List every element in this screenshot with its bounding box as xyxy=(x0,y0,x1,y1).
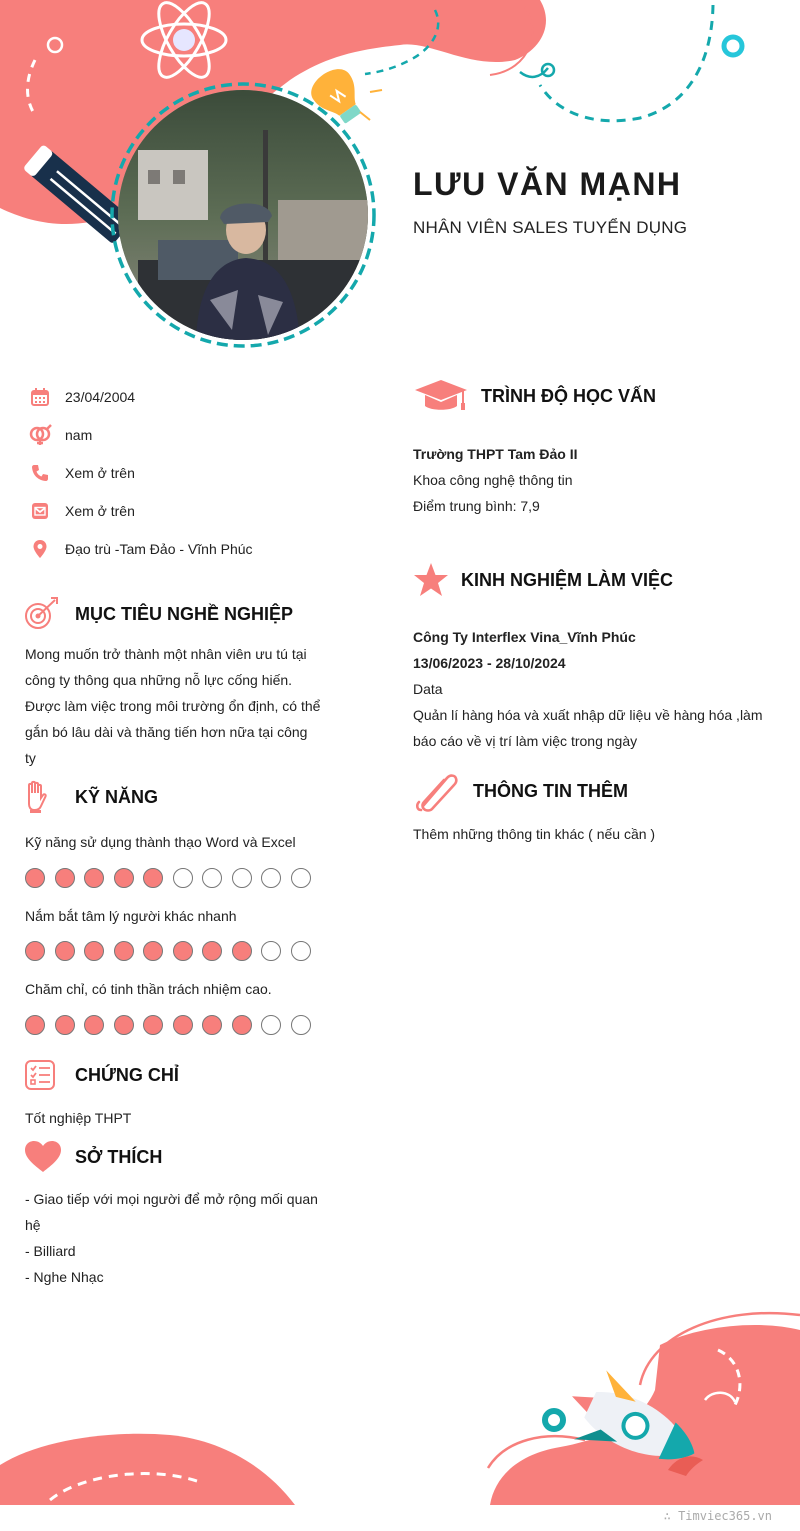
rating-dot-filled xyxy=(25,941,45,961)
section-title: KINH NGHIỆM LÀM VIỆC xyxy=(461,569,674,590)
footer-decoration xyxy=(0,1290,800,1531)
rating-dot-filled xyxy=(25,868,45,888)
rating-dot-filled xyxy=(202,1015,222,1035)
company-name: Công Ty Interflex Vina_Vĩnh Phúc xyxy=(413,629,636,645)
rating-dot-empty xyxy=(291,941,311,961)
gender-icon xyxy=(28,423,52,447)
section-title: THÔNG TIN THÊM xyxy=(473,780,628,801)
email-icon xyxy=(28,499,52,523)
skill-rating xyxy=(25,941,320,961)
school-name: Trường THPT Tam Đảo II xyxy=(413,446,578,462)
hobbies-text xyxy=(25,1186,325,1290)
hobby-line: - Nghe Nhạc xyxy=(25,1269,104,1285)
rating-dot-filled xyxy=(55,868,75,888)
location-icon xyxy=(28,537,52,561)
watermark: ∴ Timviec365.vn xyxy=(663,1509,772,1523)
phone-icon xyxy=(28,461,52,485)
heart-icon xyxy=(24,1140,62,1174)
objective-line: gắn bó lâu dài và thăng tiến hơn nữa tại công xyxy=(25,724,308,740)
section-title: SỞ THÍCH xyxy=(75,1146,163,1167)
hobby-line: hệ xyxy=(25,1217,41,1233)
position: Data xyxy=(413,681,443,697)
rating-dot-empty xyxy=(261,1015,281,1035)
major: Khoa công nghệ thông tin xyxy=(413,472,573,488)
rating-dot-empty xyxy=(291,868,311,888)
rating-dot-filled xyxy=(232,941,252,961)
objective-heading xyxy=(24,596,293,632)
rating-dot-filled xyxy=(114,941,134,961)
rating-dot-filled xyxy=(143,868,163,888)
avatar-photo xyxy=(118,90,368,340)
rating-dot-filled xyxy=(173,941,193,961)
hobbies-heading xyxy=(24,1140,162,1174)
rating-dot-empty xyxy=(232,868,252,888)
certificate-text: Tốt nghiệp THPT xyxy=(25,1110,132,1126)
section-title: KỸ NĂNG xyxy=(75,786,159,807)
contact-email xyxy=(28,498,368,524)
star-icon xyxy=(413,562,449,598)
skill-rating xyxy=(25,1015,320,1035)
experience-desc-line: báo cáo về vị trí làm việc trong ngày xyxy=(413,733,638,749)
hand-icon xyxy=(24,780,48,814)
rating-dot-filled xyxy=(84,941,104,961)
contact-birthdate xyxy=(28,384,368,410)
section-title: MỤC TIÊU NGHỀ NGHIỆP xyxy=(75,603,294,624)
objective-line: ty xyxy=(25,750,36,766)
rating-dot-empty xyxy=(291,1015,311,1035)
rating-dot-filled xyxy=(143,1015,163,1035)
skills-heading xyxy=(24,780,158,814)
checklist-icon xyxy=(24,1059,56,1091)
rating-dot-filled xyxy=(143,941,163,961)
graduation-cap-icon xyxy=(413,378,469,414)
rating-dot-filled xyxy=(25,1015,45,1035)
rating-dot-empty xyxy=(261,868,281,888)
certificates-heading xyxy=(24,1059,179,1091)
rating-dot-empty xyxy=(261,941,281,961)
calendar-icon xyxy=(28,385,52,409)
contact-gender xyxy=(28,422,368,448)
rating-dot-filled xyxy=(173,1015,193,1035)
hobby-line: - Billiard xyxy=(25,1243,76,1259)
rating-dot-filled xyxy=(84,1015,104,1035)
skill-rating xyxy=(25,868,320,888)
experience-content xyxy=(413,624,773,754)
rating-dot-filled xyxy=(202,941,222,961)
additional-heading xyxy=(413,770,628,812)
target-icon xyxy=(24,596,60,632)
objective-line: Mong muốn trở thành một nhân viên ưu tú tại xyxy=(25,646,307,662)
rating-dot-filled xyxy=(55,1015,75,1035)
job-title: NHÂN VIÊN SALES TUYỂN DỤNG xyxy=(413,218,688,237)
education-heading xyxy=(413,378,656,414)
objective-text xyxy=(25,641,325,771)
experience-desc-line: Quản lí hàng hóa và xuất nhập dữ liệu về hàng hóa ,làm xyxy=(413,707,763,723)
section-title: TRÌNH ĐỘ HỌC VẤN xyxy=(481,385,656,406)
work-period: 13/06/2023 - 28/10/2024 xyxy=(413,655,566,671)
contact-address xyxy=(28,536,368,562)
paperclip-icon xyxy=(413,770,459,812)
gpa: Điểm trung bình: 7,9 xyxy=(413,498,540,514)
rating-dot-filled xyxy=(114,868,134,888)
contact-text: 23/04/2004 xyxy=(65,389,136,405)
section-title: CHỨNG CHỈ xyxy=(75,1064,179,1085)
rating-dot-filled xyxy=(55,941,75,961)
additional-text: Thêm những thông tin khác ( nếu cần ) xyxy=(413,826,656,842)
avatar xyxy=(118,90,368,340)
skill-name: Nắm bắt tâm lý người khác nhanh xyxy=(25,908,237,924)
candidate-name: LƯU VĂN MẠNH xyxy=(413,166,682,202)
contact-text: Đạo trù -Tam Đảo - Vĩnh Phúc xyxy=(65,541,253,557)
rating-dot-filled xyxy=(84,868,104,888)
education-content xyxy=(413,441,773,519)
skill-name: Chăm chỉ, có tinh thần trách nhiệm cao. xyxy=(25,981,272,997)
rating-dot-filled xyxy=(114,1015,134,1035)
rating-dot-empty xyxy=(202,868,222,888)
contact-phone xyxy=(28,460,368,486)
rating-dot-empty xyxy=(173,868,193,888)
contact-text: Xem ở trên xyxy=(65,503,135,519)
rating-dot-filled xyxy=(232,1015,252,1035)
hobby-line: - Giao tiếp với mọi người để mở rộng mối quan xyxy=(25,1191,318,1207)
objective-line: Được làm việc trong môi trường ổn định, có thể xyxy=(25,698,321,714)
experience-heading xyxy=(413,562,673,598)
contact-text: Xem ở trên xyxy=(65,465,135,481)
contact-text: nam xyxy=(65,427,93,443)
skill-name: Kỹ năng sử dụng thành thạo Word và Excel xyxy=(25,834,296,850)
objective-line: công ty thông qua những nỗ lực cống hiến. xyxy=(25,672,293,688)
